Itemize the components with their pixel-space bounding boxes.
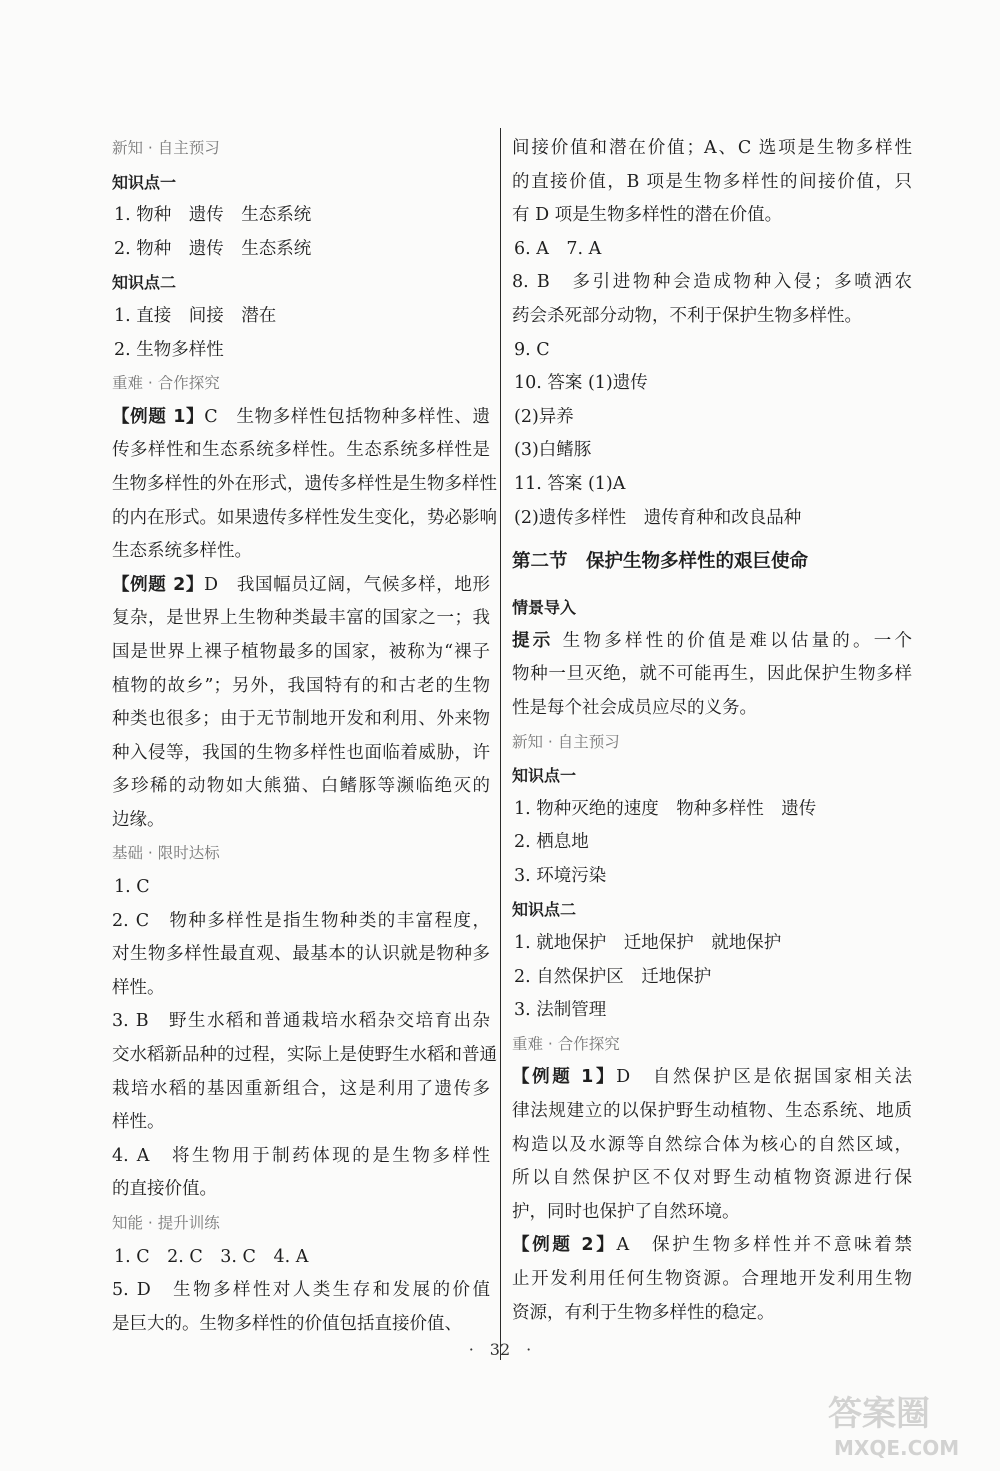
paragraph-line: 栽培水稻的基因重新组合，这是利用了遗传多 [112,1078,490,1099]
answer-paragraph [512,132,912,233]
watermark-bottom-text: MXQE.COM [834,1436,960,1460]
paragraph-line: 生物多样性的外在形式，遗传多样性是生物多样性 [112,473,497,494]
paragraph-line: 2. C 物种多样性是指生物种类的丰富程度， [112,910,490,931]
paragraph-line: 5. D 生物多样性对人类生存和发展的价值 [112,1280,490,1301]
paragraph-text: C 生物多样性包括物种多样性、遗 [204,406,491,427]
paragraph-text: D 我国幅员辽阔，气候多样，地形 [204,574,490,595]
watermark-top-text: 答案圈 [828,1394,930,1434]
right-column [512,132,912,1330]
paragraph-line: 间接价值和潜在价值；A、C 选项是生物多样性 [512,138,912,158]
paragraph-line: 多珍稀的动物如大熊猫、白鳍豚等濒临绝灭的 [112,776,490,797]
paragraph-line: 样性。 [112,977,165,998]
answer-line: 11. 答案 (1)A [514,473,626,494]
answer-paragraph [512,1061,912,1229]
paragraph-line: 物种一旦灭绝，就不可能再生，因此保护生物多样 [512,664,912,685]
paragraph-line: 的直接价值。 [112,1179,217,1200]
section-title: 第二节 保护生物多样性的艰巨使命 [512,551,809,573]
paragraph-line [112,401,490,435]
answer-line: 2. 栖息地 [514,832,589,853]
example-label: 提示 [512,630,563,651]
paragraph-line [512,1061,912,1095]
paragraph-line: 样性。 [112,1112,165,1133]
knowledge-point-heading: 情景导入 [512,598,577,618]
example-label: 【例题 2】 [112,574,205,595]
paragraph-line: 种入侵等，我国的生物多样性也面临着威胁，许 [112,742,490,763]
paragraph-line: 交水稻新品种的过程，实际上是使野生水稻和普通 [112,1045,497,1066]
paragraph-line [512,625,912,659]
answer-paragraph [112,1005,497,1139]
answer-paragraph [112,1274,490,1341]
answer-line: 3. 法制管理 [514,1000,607,1021]
paragraph-line: 所以自然保护区不仅对野生动植物资源进行保 [512,1168,912,1189]
paragraph-line: 止开发利用任何生物资源。合理地开发利用生物 [512,1269,912,1289]
paragraph-line: 药会杀死部分动物，不利于保护生物多样性。 [512,305,862,326]
paragraph-line [512,1229,912,1263]
watermark-logo [820,1385,980,1465]
paragraph-line: 对生物多样性最直观、最基本的认识就是物种多 [112,944,490,965]
paragraph-text: 生物多样性的价值是难以估量的。一个 [562,630,913,651]
answer-line: 1. 直接 间接 潜在 [114,305,277,326]
paragraph-line: 生态系统多样性。 [112,541,252,562]
paragraph-line: 3. B 野生水稻和普通栽培水稻杂交培育出杂 [112,1011,490,1032]
answer-line: (2)异养 [514,406,574,427]
paragraph-line [112,569,490,603]
answer-line: 2. 生物多样性 [114,339,224,360]
knowledge-point-heading: 知识点一 [512,766,577,786]
answer-line: 2. 物种 遗传 生态系统 [114,238,312,259]
paragraph-line: 的直接价值，B 项是生物多样性的间接价值，只 [512,171,912,192]
paragraph-line: 构造以及水源等自然综合体为核心的自然区域， [512,1134,912,1155]
answer-line: (2)遗传多样性 遗传育种和改良品种 [514,507,802,528]
answer-line: 1. 物种 遗传 生态系统 [114,205,312,226]
paragraph-line: 护，同时也保护了自然环境。 [512,1201,740,1222]
example-label: 【例题 2】 [512,1235,617,1256]
paragraph-text: D 自然保护区是依据国家相关法 [616,1067,912,1088]
answer-paragraph [112,1140,490,1207]
section-label: 重难 · 合作探究 [112,374,220,393]
example-label: 【例题 1】 [512,1067,617,1088]
left-column [112,132,497,1341]
answer-paragraph [512,266,912,333]
answer-line: 9. C [514,339,550,360]
paragraph-line: 律法规建立的以保护野生动植物、生态系统、地质 [512,1101,912,1122]
answer-line: 1. 物种灭绝的速度 物种多样性 遗传 [514,798,817,819]
answer-paragraph [512,625,912,726]
knowledge-point-heading: 知识点一 [112,172,177,192]
paragraph-line: 4. A 将生物用于制药体现的是生物多样性 [112,1145,490,1166]
answer-line: 3. 环境污染 [514,865,607,886]
paragraph-line: 8. B 多引进物种会造成物种入侵；多喷洒农 [512,272,912,293]
answer-paragraph [112,905,490,1006]
paragraph-line: 国是世界上裸子植物最多的国家，被称为“裸子 [112,641,490,662]
paragraph-line: 资源，有利于生物多样性的稳定。 [512,1302,775,1323]
paragraph-line: 的内在形式。如果遗传多样性发生变化，势必影响 [112,507,497,528]
answer-line: 6. A 7. A [514,238,602,259]
answer-line: 1. C 2. C 3. C 4. A [114,1246,309,1267]
answer-line: 2. 自然保护区 迁地保护 [514,966,712,987]
section-label: 重难 · 合作探究 [512,1034,620,1053]
section-label: 基础 · 限时达标 [112,844,220,863]
answer-paragraph [512,1229,912,1330]
column-divider [500,128,501,1360]
page-number: · 32 · [468,1340,532,1359]
knowledge-point-heading: 知识点二 [112,273,177,293]
answer-paragraph [112,401,497,569]
answer-line: (3)白鳍豚 [514,440,592,461]
paragraph-line: 有 D 项是生物多样性的潜在价值。 [512,205,783,226]
paragraph-line: 植物的故乡”；另外，我国特有的和古老的生物 [112,675,490,696]
section-label: 知能 · 提升训练 [112,1214,220,1232]
paragraph-line: 是巨大的。生物多样性的价值包括直接价值、 [112,1313,462,1334]
paragraph-line: 复杂，是世界上生物种类最丰富的国家之一；我 [112,608,490,629]
section-label: 新知 · 自主预习 [512,732,620,751]
paragraph-line: 传多样性和生态系统多样性。生态系统多样性是 [112,440,490,461]
example-label: 【例题 1】 [112,406,205,427]
paragraph-line: 种类也很多；由于无节制地开发和利用、外来物 [112,709,490,730]
section-label: 新知 · 自主预习 [112,139,220,157]
paragraph-line: 性是每个社会成员应尽的义务。 [512,697,757,718]
paragraph-line: 边缘。 [112,809,165,830]
answer-line: 1. C [114,877,150,898]
answer-line: 10. 答案 (1)遗传 [514,373,648,394]
answer-paragraph [112,569,490,838]
answer-line: 1. 就地保护 迁地保护 就地保护 [514,933,782,954]
knowledge-point-heading: 知识点二 [512,900,577,920]
paragraph-text: A 保护生物多样性并不意味着禁 [616,1235,912,1256]
